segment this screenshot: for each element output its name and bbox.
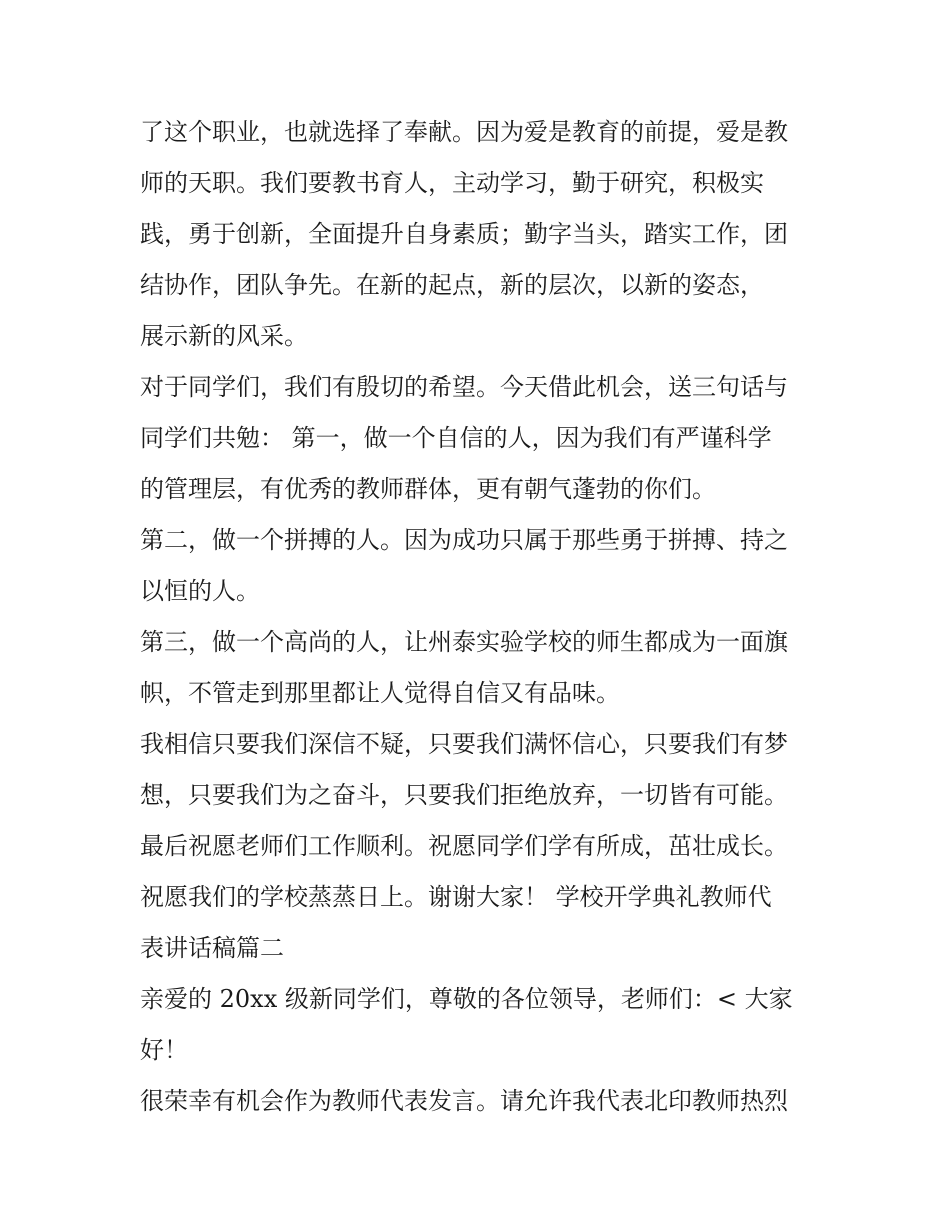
text-line: 展示新的风采。	[140, 322, 308, 350]
text-line: 最后祝愿老师们工作顺利。祝愿同学们学有所成，茁壮成长。	[140, 832, 788, 860]
text-line: 结协作，团队争先。在新的起点，新的层次，以新的姿态，	[140, 271, 764, 299]
text-line: 亲爱的 20xx 级新同学们，尊敬的各位领导，老师们：< 大家	[140, 985, 793, 1013]
text-line: 很荣幸有机会作为教师代表发言。请允许我代表北印教师热烈	[140, 1087, 788, 1115]
text-line: 第二，做一个拼搏的人。因为成功只属于那些勇于拼搏、持之	[140, 526, 788, 554]
text-line: 我相信只要我们深信不疑，只要我们满怀信心，只要我们有梦	[140, 730, 788, 758]
text-line: 帜，不管走到那里都让人觉得自信又有品味。	[140, 679, 620, 707]
text-line: 了这个职业，也就选择了奉献。因为爱是教育的前提，爱是教	[140, 118, 788, 146]
text-line: 第三，做一个高尚的人，让州泰实验学校的师生都成为一面旗	[140, 628, 788, 656]
text-line: 好！	[140, 1036, 188, 1064]
text-line: 对于同学们，我们有殷切的希望。今天借此机会，送三句话与	[140, 373, 788, 401]
text-line: 同学们共勉： 第一，做一个自信的人，因为我们有严谨科学	[140, 424, 772, 452]
text-line: 以恒的人。	[140, 577, 260, 605]
text-line: 师的天职。我们要教书育人，主动学习，勤于研究，积极实	[140, 169, 764, 197]
text-line: 表讲话稿篇二	[140, 934, 284, 962]
text-line: 践，勇于创新，全面提升自身素质；勤字当头，踏实工作，团	[140, 220, 788, 248]
document-body	[140, 108, 820, 1128]
text-line: 祝愿我们的学校蒸蒸日上。谢谢大家！ 学校开学典礼教师代	[140, 883, 772, 911]
text-line: 想，只要我们为之奋斗，只要我们拒绝放弃，一切皆有可能。	[140, 781, 788, 809]
text-line: 的管理层，有优秀的教师群体，更有朝气蓬勃的你们。	[140, 475, 716, 503]
